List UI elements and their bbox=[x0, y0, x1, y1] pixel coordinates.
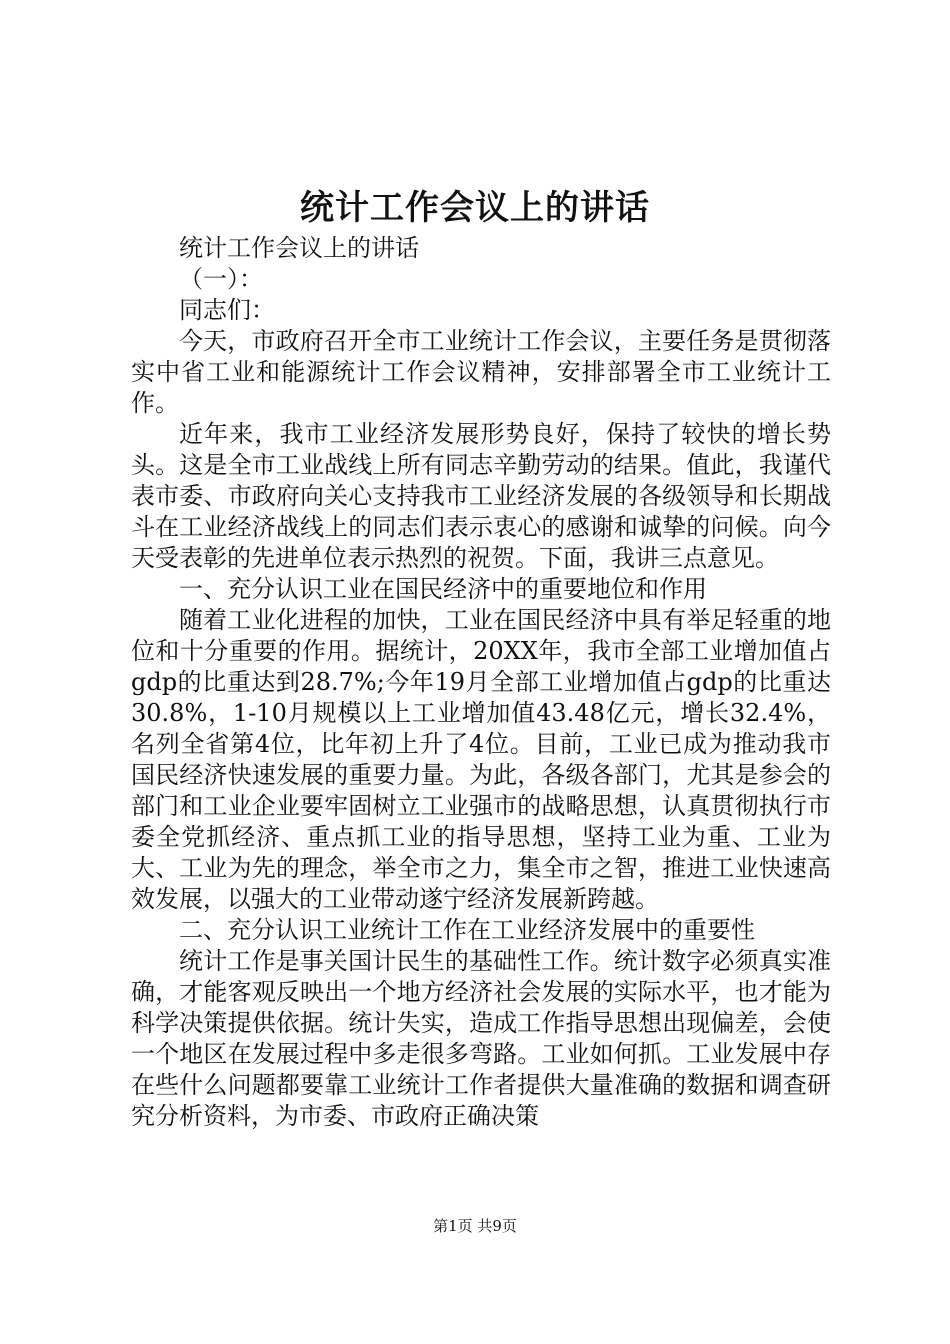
document-title: 统计工作会议上的讲话 bbox=[300, 188, 650, 228]
section-heading: 二、充分认识工业统计工作在工业经济发展中的重要性 bbox=[179, 916, 755, 944]
paragraph: 今天，市政府召开全市工业统计工作会议，主要任务是贯彻落实中省工业和能源统计工作会议精神，安排部署全市工业统计工作。 bbox=[131, 327, 831, 417]
paragraph: 随着工业化进程的加快，工业在国民经济中具有举足轻重的地位和十分重要的作用。据统计，20XX年，我市全部工业增加值占gdp的比重达到28.7%;今年19月全部工业增加值占gdp的比重达30.8%，1-10月规模以上工业增加值43.48亿元，增长32.4%，名列全省第4位，比年初上升了4位。目前，工业已成为推动我市国民经济快速发展的重要力量。为此，各级各部门，尤其是参会的部门和工业企业要牢固树立工业强市的战略思想，认真贯彻执行市委全党抓经济、重点抓工业的指导思想，坚持工业为重、工业为大、工业为先的理念，举全市之力，集全市之智，推进工业快速高效发展，以强大的工业带动遂宁经济发展新跨越。 bbox=[131, 606, 831, 913]
paragraph: 统计工作是事关国计民生的基础性工作。统计数字必须真实准确，才能客观反映出一个地方经济社会发展的实际水平，也才能为科学决策提供依据。统计失实，造成工作指导思想出现偏差，会使一个地区在发展过程中多走很多弯路。工业如何抓。工业发展中存在些什么问题都要靠工业统计工作者提供大量准确的数据和调查研究分析资料，为市委、市政府正确决策 bbox=[131, 947, 831, 1130]
paragraph-subtitle: 统计工作会议上的讲话 bbox=[179, 234, 419, 262]
paragraph-salutation: 同志们： bbox=[179, 296, 275, 324]
document-body bbox=[131, 233, 831, 1132]
paragraph-section-marker: （一）： bbox=[179, 265, 263, 293]
paragraph: 近年来，我市工业经济发展形势良好，保持了较快的增长势头。这是全市工业战线上所有同志辛勤劳动的结果。值此，我谨代表市委、市政府向关心支持我市工业经济发展的各级领导和长期战斗在工业经济战线上的同志们表示衷心的感谢和诚挚的问候。向今天受表彰的先进单位表示热烈的祝贺。下面，我讲三点意见。 bbox=[131, 420, 831, 572]
page-number-footer: 第1页 共9页 bbox=[433, 1217, 517, 1235]
section-heading: 一、充分认识工业在国民经济中的重要地位和作用 bbox=[179, 575, 707, 603]
